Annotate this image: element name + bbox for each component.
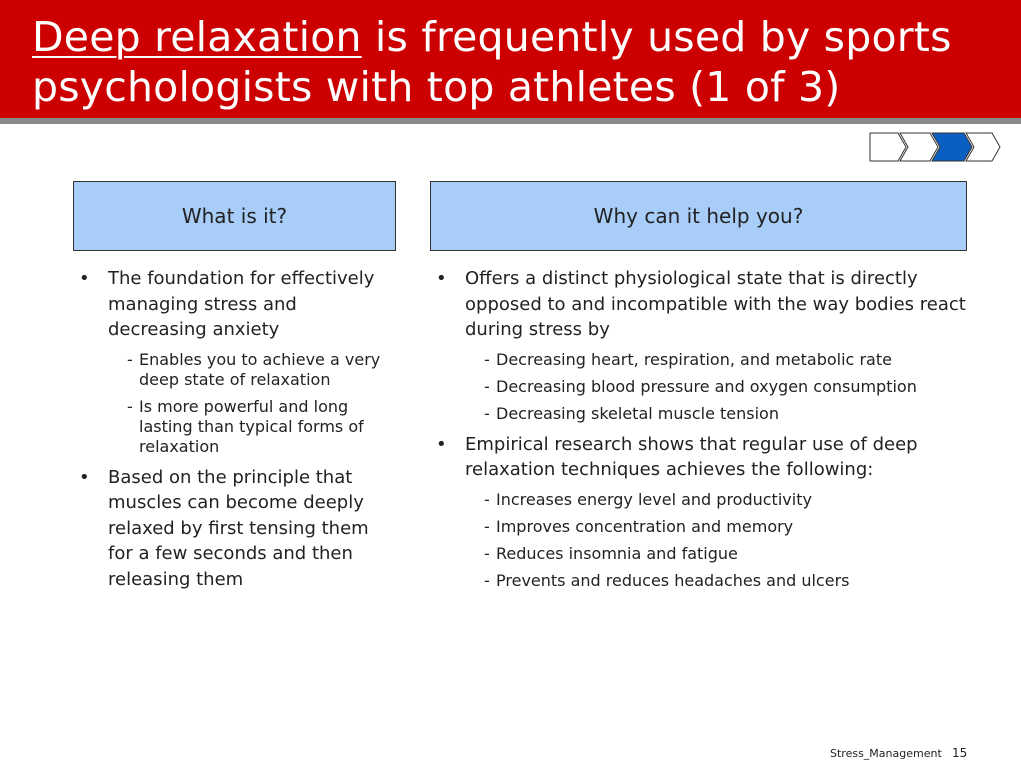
right-column-body <box>434 266 974 599</box>
sub-bullet: - Decreasing heart, respiration, and metabolic rate <box>465 350 974 370</box>
right-bullet-1 <box>434 266 974 424</box>
sub-bullet: - Is more powerful and long lasting than typical forms of relaxation <box>108 397 392 457</box>
bullet-text: Based on the principle that muscles can become deeply relaxed by first tensing them for a few seconds and then releasing them <box>108 466 369 590</box>
left-bullet-list <box>77 266 392 592</box>
sub-bullet: - Prevents and reduces headaches and ulcers <box>465 571 974 591</box>
bullet-text: The foundation for effectively managing stress and decreasing anxiety <box>108 268 375 340</box>
right-sub-list-2 <box>465 490 974 591</box>
left-column-body <box>77 266 392 600</box>
right-header-label: Why can it help you? <box>593 204 804 228</box>
sub-bullet: - Enables you to achieve a very deep state of relaxation <box>108 350 392 390</box>
slide-title <box>32 12 1002 112</box>
bullet-text: Offers a distinct physiological state that is directly opposed to and incompatible with the way bodies react during stress by <box>465 268 966 340</box>
sub-bullet: - Decreasing skeletal muscle tension <box>465 404 974 424</box>
title-bar <box>0 0 1021 124</box>
bullet-text: Empirical research shows that regular use of deep relaxation techniques achieves the following: <box>465 433 918 480</box>
left-header-label: What is it? <box>181 204 288 228</box>
page-number: 15 <box>952 746 968 760</box>
left-sub-list-1 <box>108 350 392 457</box>
progress-chevrons <box>868 130 1004 164</box>
left-bullet-2 <box>77 465 392 593</box>
left-column-header <box>73 181 396 251</box>
footer-label: Stress_Management <box>830 747 942 760</box>
progress-step-1 <box>870 133 906 161</box>
title-underlined-term: Deep relaxation <box>32 13 362 61</box>
right-bullet-list <box>434 266 974 591</box>
right-column-header <box>430 181 967 251</box>
title-rest: is frequently used by sports psychologists with top athletes (1 of 3) <box>32 13 952 111</box>
sub-bullet: - Increases energy level and productivity <box>465 490 974 510</box>
sub-bullet: - Decreasing blood pressure and oxygen consumption <box>465 377 974 397</box>
left-bullet-1 <box>77 266 392 457</box>
sub-bullet: - Reduces insomnia and fatigue <box>465 544 974 564</box>
right-sub-list-1 <box>465 350 974 424</box>
sub-bullet: - Improves concentration and memory <box>465 517 974 537</box>
right-bullet-2 <box>434 432 974 591</box>
